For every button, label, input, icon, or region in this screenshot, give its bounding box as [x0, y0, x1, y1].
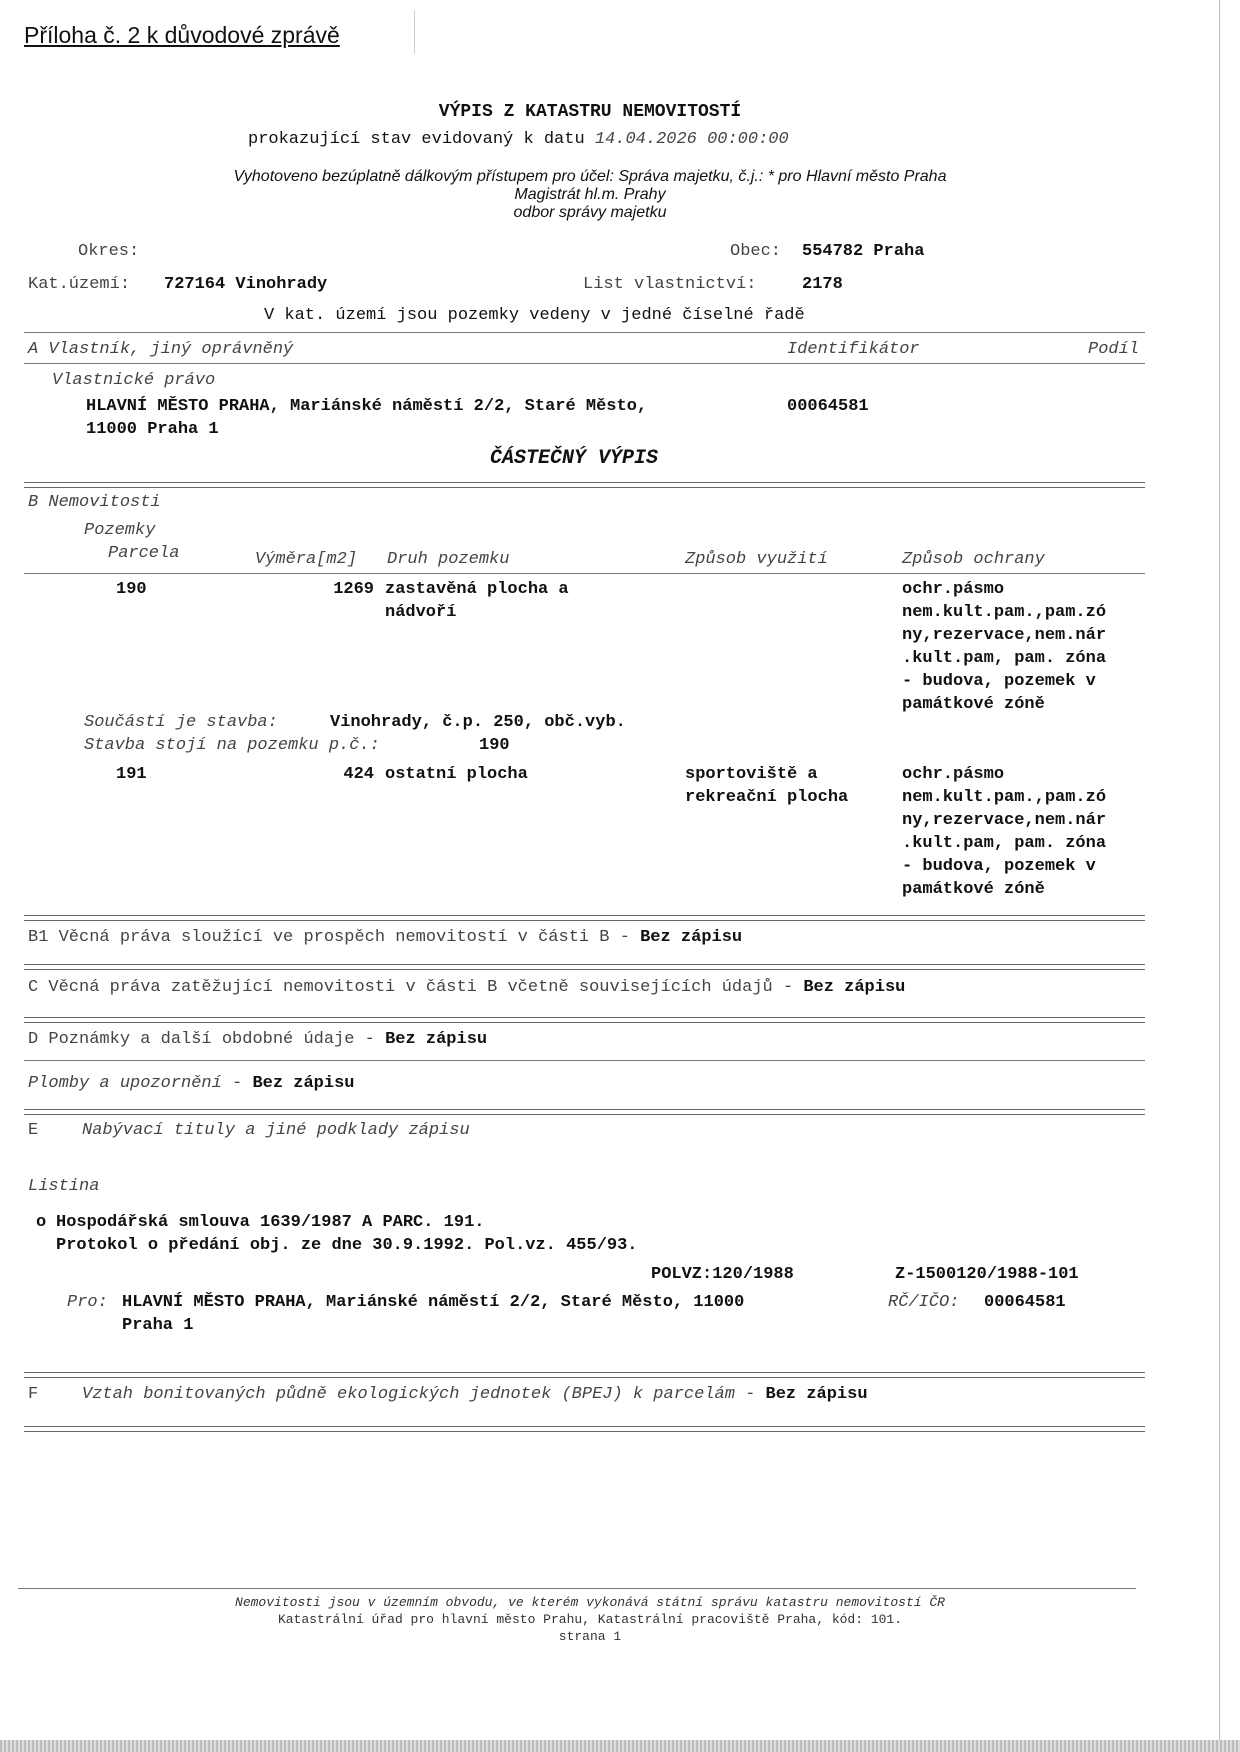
building-label: Součástí je stavba:	[84, 713, 278, 732]
building-value: Vinohrady, č.p. 250, obč.vyb.	[330, 713, 626, 732]
obec-label: Obec:	[730, 242, 782, 261]
rule-a-header	[24, 363, 1145, 364]
right-type: Vlastnické právo	[52, 371, 216, 390]
prepared-line-3: odbor správy majetku	[513, 204, 667, 221]
section-d-letter: D	[28, 1030, 39, 1049]
footer-rule	[18, 1588, 1136, 1589]
parcel-190-number: 190	[116, 580, 147, 599]
section-b-header	[28, 493, 161, 512]
attachment-label: Příloha č. 2 k důvodové zprávě	[24, 22, 340, 48]
z-ref: Z-1500120/1988-101	[895, 1265, 1079, 1284]
section-d-text: Poznámky a další obdobné údaje	[48, 1030, 355, 1049]
rule-b-top	[24, 482, 1145, 488]
section-b1-text: Věcná práva sloužící ve prospěch nemovitostí v části B	[58, 928, 610, 947]
parcel-190-type: zastavěná plocha a nádvoří	[385, 580, 569, 622]
pozemky-heading: Pozemky	[84, 521, 156, 540]
pro-line-2: Praha 1	[122, 1316, 194, 1335]
rule-d-top	[24, 1017, 1145, 1023]
prepared-line-2: Magistrát hl.m. Prahy	[514, 186, 666, 203]
rule-c-top	[24, 964, 1145, 970]
footer	[0, 1594, 1180, 1645]
share-header: Podíl	[1088, 340, 1140, 359]
page-number: strana 1	[558, 1629, 622, 1644]
plomby	[28, 1074, 354, 1093]
list-label: List vlastnictví:	[583, 275, 757, 294]
document-bullet: o	[36, 1213, 47, 1232]
document-line-1: Hospodářská smlouva 1639/1987 A PARC. 191.	[56, 1213, 485, 1232]
page-edge	[1219, 0, 1220, 1752]
polvz-ref: POLVZ:120/1988	[651, 1265, 794, 1284]
section-b1-letter: B1	[28, 928, 49, 947]
section-b1-dash: -	[619, 928, 630, 947]
rcico-label: RČ/IČO:	[888, 1293, 960, 1312]
owner-line-2: 11000 Praha 1	[86, 420, 219, 439]
section-f-dash: -	[745, 1385, 756, 1404]
section-f-status: Bez zápisu	[765, 1385, 868, 1404]
section-f-text: Vztah bonitovaných půdně ekologických jednotek (BPEJ) k parcelám	[82, 1385, 735, 1404]
rule-b-columns	[24, 573, 1145, 574]
scan-mark	[414, 10, 415, 54]
section-f	[82, 1385, 868, 1404]
section-d-status: Bez zápisu	[385, 1030, 488, 1049]
section-a-letter: A	[28, 340, 39, 359]
pro-label: Pro:	[67, 1293, 108, 1312]
plomby-status: Bez zápisu	[252, 1074, 355, 1093]
section-c	[28, 978, 905, 997]
section-b-letter: B	[28, 493, 39, 512]
rule-f-bottom	[24, 1426, 1145, 1432]
rule-plomby-top	[24, 1060, 1145, 1061]
list-value: 2178	[802, 275, 843, 294]
rcico-value: 00064581	[984, 1293, 1066, 1312]
parcel-190-protection: ochr.pásmo nem.kult.pam.,pam.zó ny,rezervace,nem.nár .kult.pam, pam. zóna - budova, pozemek v památkové zóně	[902, 580, 1107, 714]
footer-line-1: Nemovitosti jsou v územním obvodu, ve kterém vykonává státní správu katastru nemovitostí ČR	[235, 1595, 945, 1610]
listina-label: Listina	[28, 1177, 100, 1196]
parcel-190-area: 1269	[333, 580, 374, 599]
owner-identifier: 00064581	[787, 397, 869, 416]
section-c-dash: -	[782, 978, 794, 997]
col-vyuziti: Způsob využití	[685, 550, 828, 569]
col-druh: Druh pozemku	[387, 550, 510, 569]
state-date: 14.04.2026 00:00:00	[594, 130, 789, 149]
pro-line-1: HLAVNÍ MĚSTO PRAHA, Mariánské náměstí 2/2, Staré Město, 11000	[122, 1293, 745, 1312]
section-a-header	[28, 340, 293, 359]
state-prefix: prokazující stav evidovaný k datu	[248, 130, 585, 149]
section-a-title: Vlastník, jiný oprávněný	[48, 340, 294, 359]
state-line	[248, 130, 789, 149]
okres-label: Okres:	[78, 242, 140, 261]
document-line-2: Protokol o předání obj. ze dne 30.9.1992. Pol.vz. 455/93.	[56, 1236, 638, 1255]
document-title: VÝPIS Z KATASTRU NEMOVITOSTÍ	[438, 102, 742, 122]
section-c-status: Bez zápisu	[803, 978, 906, 997]
col-ochrana: Způsob ochrany	[902, 550, 1045, 569]
parcel-191-protection: ochr.pásmo nem.kult.pam.,pam.zó ny,rezervace,nem.nár .kult.pam, pam. zóna - budova, pozemek v památkové zóně	[902, 765, 1107, 899]
col-parcela: Parcela	[108, 544, 180, 563]
plomby-text: Plomby a upozornění	[28, 1074, 222, 1093]
section-b-title: Nemovitosti	[48, 493, 161, 512]
section-e-title: Nabývací tituly a jiné podklady zápisu	[82, 1121, 470, 1140]
parcel-191-area: 424	[343, 765, 374, 784]
section-b1-status: Bez zápisu	[640, 928, 743, 947]
katuzemi-label: Kat.území:	[28, 275, 131, 294]
owner-line-1: HLAVNÍ MĚSTO PRAHA, Mariánské náměstí 2/2, Staré Město,	[86, 397, 648, 416]
partial-extract-label: ČÁSTEČNÝ VÝPIS	[490, 447, 659, 470]
parcel-191-type: ostatní plocha	[385, 765, 528, 784]
rule-a-top	[24, 332, 1145, 333]
scan-border	[0, 1740, 1240, 1752]
identifier-header: Identifikátor	[787, 340, 920, 359]
col-vymera: Výměra[m2]	[255, 550, 358, 569]
stands-value: 190	[479, 736, 510, 755]
section-d	[28, 1030, 487, 1049]
section-e-letter: E	[28, 1121, 39, 1140]
section-c-letter: C	[28, 978, 39, 997]
katuzemi-value: 727164 Vinohrady	[164, 275, 328, 294]
section-f-letter: F	[28, 1385, 39, 1404]
parcel-191-number: 191	[116, 765, 147, 784]
rule-e-top	[24, 1109, 1145, 1115]
parcel-191-use: sportoviště a rekreační plocha	[685, 765, 849, 807]
series-note: V kat. území jsou pozemky vedeny v jedné číselné řadě	[264, 306, 805, 325]
obec-value: 554782 Praha	[802, 242, 925, 261]
prepared-line-1: Vyhotoveno bezúplatně dálkovým přístupem pro účel: Správa majetku, č.j.: * pro Hlavní město Praha	[233, 168, 947, 185]
rule-f-top	[24, 1372, 1145, 1378]
footer-line-2: Katastrální úřad pro hlavní město Prahu, Katastrální pracoviště Praha, kód: 101.	[277, 1612, 903, 1627]
plomby-dash: -	[232, 1074, 243, 1093]
section-b1	[28, 928, 742, 947]
section-c-text: Věcná práva zatěžující nemovitosti v části B včetně souvisejících údajů	[48, 978, 773, 997]
stands-label: Stavba stojí na pozemku p.č.:	[84, 736, 380, 755]
section-d-dash: -	[364, 1030, 375, 1049]
rule-b1-top	[24, 915, 1145, 921]
prepared-note	[0, 168, 1180, 222]
